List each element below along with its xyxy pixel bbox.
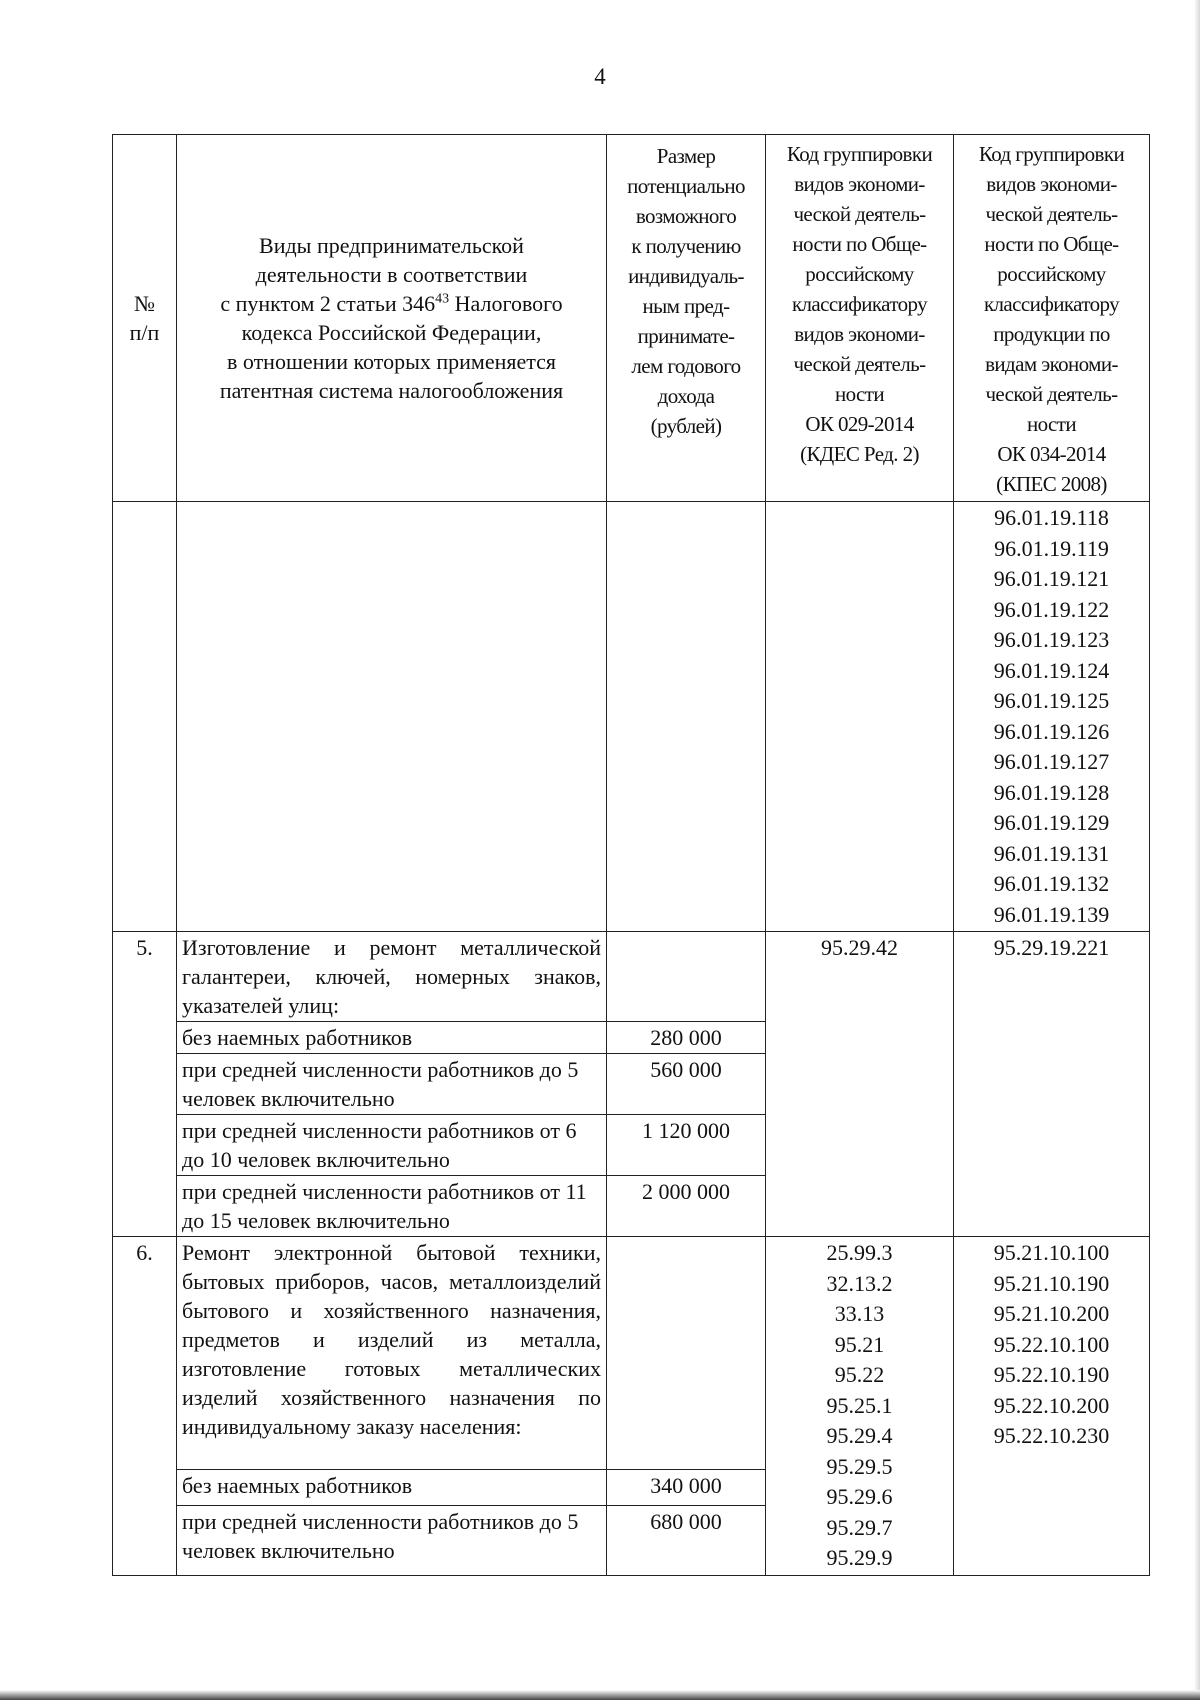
- okved-code: 32.13.2: [826, 1270, 893, 1296]
- okpd-code: 96.01.19.127: [993, 749, 1110, 774]
- okpd-code: 95.22.10.200: [993, 1392, 1110, 1418]
- header-line: (КПЕС 2008): [996, 472, 1107, 496]
- okpd-code: 95.29.19.221: [993, 935, 1110, 960]
- header-line: ности: [835, 382, 884, 406]
- income-value: 680 000: [607, 1506, 766, 1575]
- okpd-code: 95.22.10.100: [993, 1331, 1110, 1357]
- header-line: ческой деятель-: [793, 202, 926, 226]
- activity-description: Изготовление и ремонт металлической галантереи, ключей, номерных знаков, указателей улиц:: [177, 932, 607, 1022]
- subrow-label: без наемных работников: [177, 1022, 607, 1054]
- row-number: 6.: [113, 1237, 177, 1576]
- okpd-code: 96.01.19.122: [993, 596, 1110, 622]
- activity-description: Ремонт электронной бытовой техники, бытовых приборов, часов, металлоизделий бытового и хозяйственного назначения, предметов и изделий из металла, изготовление готовых металлических изделий хозяйственного назначения по индивидуальному заказу населения:: [177, 1237, 607, 1470]
- income-value: 1 120 000: [607, 1115, 766, 1176]
- okpd-code: 95.22.10.230: [993, 1423, 1110, 1448]
- header-line: видам экономи-: [985, 352, 1118, 376]
- header-okved: [766, 135, 954, 502]
- okved-code: 95.29.7: [826, 1514, 893, 1540]
- header-line: дохода: [657, 384, 715, 408]
- table-row-5: [113, 932, 1150, 1022]
- okpd-code: 96.01.19.125: [993, 688, 1110, 713]
- okpd-code: 95.21.10.100: [993, 1240, 1110, 1265]
- header-line: российскому: [805, 262, 914, 286]
- header-line: российскому: [997, 262, 1106, 286]
- continuation-row: [113, 502, 1150, 932]
- header-line: ности: [1027, 412, 1076, 436]
- okpd-code: 96.01.19.123: [993, 627, 1110, 652]
- okved-code: 25.99.3: [826, 1240, 893, 1265]
- okved-code: 95.29.6: [826, 1484, 893, 1509]
- header-line: Код группировки: [978, 142, 1125, 166]
- okpd-code: 96.01.19.128: [993, 779, 1110, 805]
- header-activity: Виды предпринимательской деятельности в соответствии с пунктом 2 статьи $346^{43}$ Налогового кодекса Российской Федерации, в отношении которых применяется патентная система налогообложения: [177, 135, 607, 502]
- okpd-code: 96.01.19.129: [993, 810, 1110, 835]
- cont-okved-cell: [766, 502, 954, 932]
- okpd-code: 96.01.19.139: [993, 901, 1110, 927]
- okpd-code: 95.21.10.200: [993, 1301, 1110, 1326]
- okved-code: 95.22: [834, 1362, 885, 1387]
- header-line: ОК 034-2014: [997, 442, 1106, 466]
- header-line: ным пред-: [642, 294, 730, 318]
- okpd-codes-cell: [954, 1237, 1150, 1576]
- scan-bottom-shadow: [0, 1690, 1200, 1700]
- header-line: классификатору: [791, 292, 928, 316]
- cont-income-cell: [607, 502, 766, 932]
- header-line: Размер: [656, 144, 716, 168]
- okpd-code: 95.21.10.190: [993, 1270, 1110, 1296]
- okved-codes-cell: [766, 932, 954, 1237]
- income-value: 280 000: [607, 1022, 766, 1054]
- header-line: потенциально: [627, 174, 745, 198]
- okpd-code: 96.01.19.119: [994, 535, 1109, 561]
- header-line: видов экономи-: [794, 172, 925, 196]
- okpd-code: 96.01.19.131: [993, 840, 1110, 866]
- table-header-row: [113, 135, 1150, 502]
- header-line: ческой деятель-: [985, 382, 1118, 406]
- okved-code: 95.29.4: [826, 1423, 893, 1448]
- okpd-code: 96.01.19.126: [993, 718, 1110, 744]
- okved-code: 95.29.42: [821, 935, 898, 960]
- page-number: 4: [594, 64, 606, 89]
- header-line: (КДЕС Ред. 2): [800, 442, 919, 466]
- row-number: 5.: [113, 932, 177, 1237]
- header-line: классификатору: [983, 292, 1120, 316]
- patent-activity-table: [112, 134, 1150, 1576]
- header-line: ности по Обще-: [984, 232, 1119, 256]
- okved-code: 95.25.1: [826, 1392, 893, 1418]
- income-value: 2 000 000: [607, 1176, 766, 1237]
- header-line: Код группировки: [786, 142, 933, 166]
- cont-okpd-cell: [954, 502, 1150, 932]
- header-line: индивидуаль-: [628, 264, 744, 288]
- income-cell-empty: [607, 932, 766, 1022]
- okpd-code: 96.01.19.118: [994, 505, 1109, 530]
- okpd-code: 96.01.19.132: [993, 871, 1110, 896]
- header-income: [607, 135, 766, 502]
- header-line: (рублей): [650, 414, 722, 438]
- header-line: возможного: [635, 204, 737, 228]
- header-okpd: [954, 135, 1150, 502]
- cont-activity-cell: [177, 502, 607, 932]
- header-line: лем годового: [631, 354, 741, 378]
- header-line: ОК 029-2014: [805, 412, 914, 436]
- okpd-code: 96.01.19.121: [993, 566, 1110, 591]
- okved-codes-cell: [766, 1237, 954, 1576]
- income-value: 560 000: [607, 1054, 766, 1115]
- header-line: ческой деятель-: [985, 202, 1118, 226]
- okved-code: 33.13: [834, 1301, 885, 1326]
- subrow-label: при средней численности работников от 6 до 10 человек включительно: [177, 1115, 607, 1176]
- subrow-label: при средней численности работников до 5 человек включительно: [177, 1506, 607, 1575]
- header-line: видов экономи-: [986, 172, 1117, 196]
- okpd-codes-cell: [954, 932, 1150, 1237]
- header-line: принимате-: [637, 324, 735, 348]
- cont-num-cell: [113, 502, 177, 932]
- subrow-label: без наемных работников: [177, 1470, 607, 1506]
- subrow-label: при средней численности работников от 11 до 15 человек включительно: [177, 1176, 607, 1237]
- okved-code: 95.29.5: [826, 1453, 893, 1479]
- header-num: № п/п: [113, 135, 177, 502]
- okpd-code: 96.01.19.124: [993, 657, 1110, 683]
- header-line: ческой деятель-: [793, 352, 926, 376]
- income-cell-empty: [607, 1237, 766, 1470]
- table-row-6: [113, 1237, 1150, 1470]
- header-line: видов экономи-: [794, 322, 925, 346]
- header-line: ности по Обще-: [792, 232, 927, 256]
- okved-code: 95.21: [834, 1331, 885, 1357]
- scan-edge-shadow: [1194, 0, 1200, 1700]
- header-line: продукции по: [993, 322, 1110, 346]
- subrow-label: при средней численности работников до 5 человек включительно: [177, 1054, 607, 1115]
- header-line: к получению: [631, 234, 741, 258]
- okved-code: 95.29.9: [826, 1545, 893, 1570]
- okpd-code: 95.22.10.190: [993, 1362, 1110, 1387]
- income-value: 340 000: [607, 1470, 766, 1506]
